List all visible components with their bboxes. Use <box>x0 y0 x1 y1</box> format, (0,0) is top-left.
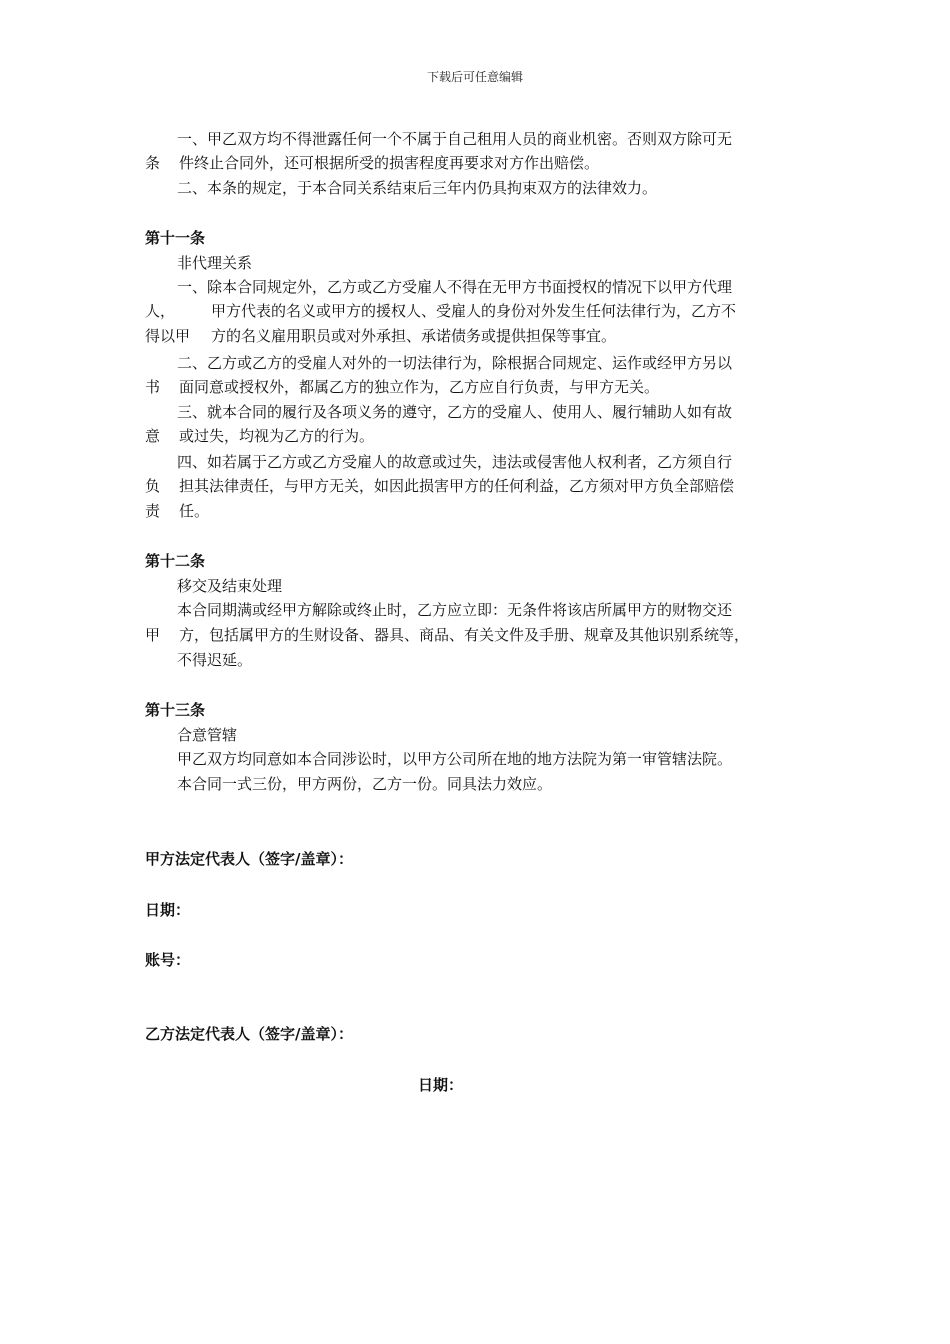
account-number-label: 账号： <box>145 951 191 969</box>
article10-line-3: 二、本条的规定，于本合同关系结束后三年内仍具拘束双方的法律效力。 <box>177 179 658 197</box>
article11-line-7: 或过失，均视为乙方的行为。 <box>179 427 375 445</box>
article11-line-10: 任。 <box>179 502 210 520</box>
article11-line-4: 二、乙方或乙方的受雇人对外的一切法律行为，除根据合同规定、运作或经甲方另以 <box>177 354 733 372</box>
article11-line-10-prefix: 责 <box>145 502 161 520</box>
article11-line-8: 四、如若属于乙方或乙方受雇人的故意或过失，违法或侵害他人权利者，乙方须自行 <box>177 453 733 471</box>
article11-line-3-prefix: 得以甲 <box>145 327 191 345</box>
article11-line-1: 一、除本合同规定外，乙方或乙方受雇人不得在无甲方书面授权的情况下以甲方代理 <box>177 278 733 296</box>
page-header: 下载后可任意编辑 <box>426 70 523 84</box>
article10-line-2: 件终止合同外，还可根据所受的损害程度再要求对方作出赔偿。 <box>179 154 600 172</box>
article12-line-2-prefix: 甲 <box>145 626 161 644</box>
party-b-date-label: 日期： <box>418 1076 464 1094</box>
article11-line-2-prefix: 人， <box>145 302 176 320</box>
article11-line-6: 三、就本合同的履行及各项义务的遵守，乙方的受雇人、使用人、履行辅助人如有故 <box>177 403 733 421</box>
article11-line-9-prefix: 负 <box>145 477 161 495</box>
article10-line-1: 一、甲乙双方均不得泄露任何一个不属于自己租用人员的商业机密。否则双方除可无 <box>177 130 733 148</box>
article12-line-3: 不得迟延。 <box>177 651 253 669</box>
article12-line-1: 本合同期满或经甲方解除或终止时，乙方应立即：无条件将该店所属甲方的财物交还 <box>177 601 733 619</box>
article13-title: 合意管辖 <box>177 726 238 744</box>
article11-line-5-prefix: 书 <box>145 378 161 396</box>
party-a-date-label: 日期： <box>145 901 191 919</box>
article11-line-5: 面同意或授权外，都属乙方的独立作为，乙方应自行负责，与甲方无关。 <box>179 378 660 396</box>
article13-heading: 第十三条 <box>145 701 206 719</box>
article13-line-1: 甲乙双方均同意如本合同涉讼时，以甲方公司所在地的地方法院为第一审管辖法院。 <box>177 750 733 768</box>
article11-line-3: 方的名义雇用职员或对外承担、承诺债务或提供担保等事宜。 <box>211 327 617 345</box>
article12-line-2: 方，包括属甲方的生财设备、器具、商品、有关文件及手册、规章及其他识别系统等， <box>179 626 750 644</box>
article12-heading: 第十二条 <box>145 552 206 570</box>
party-a-representative-label: 甲方法定代表人（签字/盖章）： <box>145 850 353 868</box>
article13-line-2: 本合同一式三份，甲方两份，乙方一份。同具法力效应。 <box>177 775 553 793</box>
article11-heading: 第十一条 <box>145 229 206 247</box>
party-b-representative-label: 乙方法定代表人（签字/盖章）： <box>145 1025 353 1043</box>
article11-line-9: 担其法律责任，与甲方无关，如因此损害甲方的任何利益，乙方须对甲方负全部赔偿 <box>179 477 735 495</box>
article11-line-7-prefix: 意 <box>145 427 161 445</box>
article12-title: 移交及结束处理 <box>177 577 283 595</box>
article11-title: 非代理关系 <box>177 254 253 272</box>
article10-line-2-prefix: 条 <box>145 154 161 172</box>
article11-line-2: 甲方代表的名义或甲方的援权人、受雇人的身份对外发生任何法律行为，乙方不 <box>211 302 737 320</box>
